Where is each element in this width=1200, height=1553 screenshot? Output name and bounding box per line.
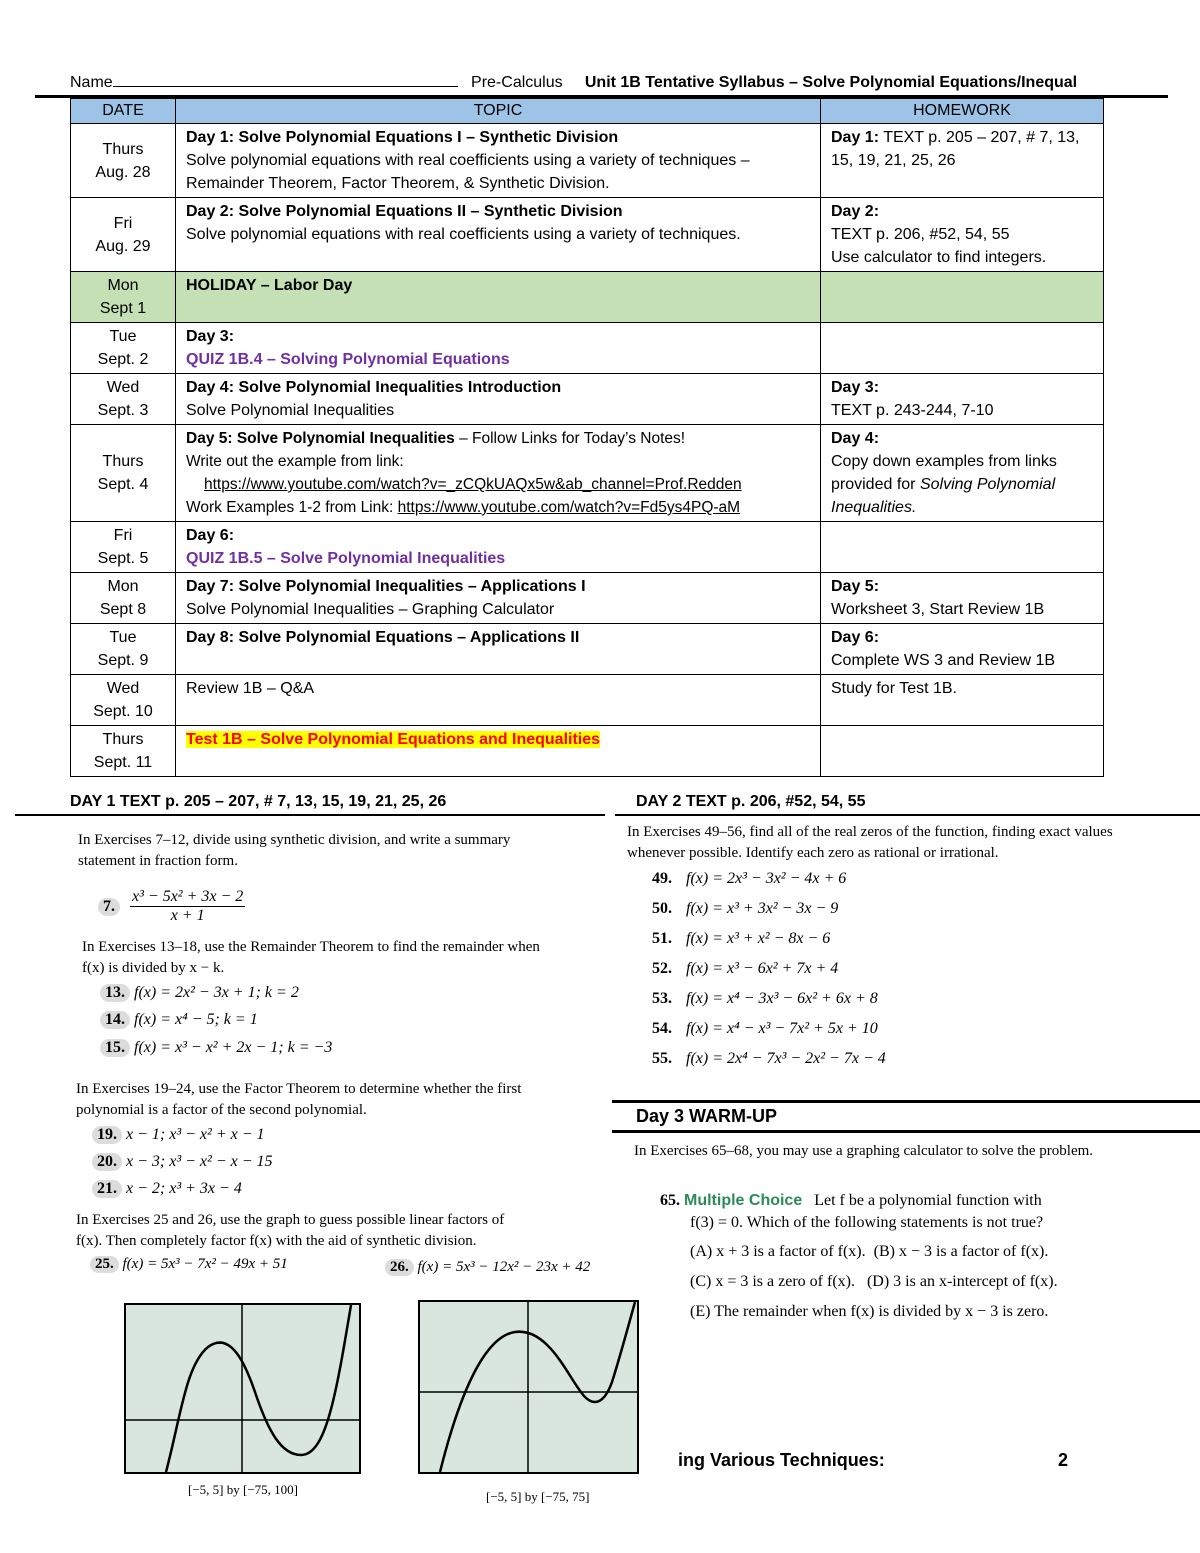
row-hw-emphasis: Solving Polynomial Inequalities.	[831, 476, 1056, 516]
exercise-number: 15.	[100, 1039, 130, 1057]
row-hw-line: TEXT p. 243-244, 7-10	[831, 402, 994, 419]
page-title: Unit 1B Tentative Syllabus – Solve Polynomial Equations/Inequal	[584, 74, 1078, 91]
row-date: Aug. 28	[95, 163, 151, 181]
row-topic-line: Write out the example from link:	[186, 453, 404, 470]
row-hw-label: Day 1:	[831, 129, 880, 146]
day1-intro-3: In Exercises 19–24, use the Factor Theorem to determine whether the first polynomial is a factor of the second polynomial.	[76, 1081, 522, 1118]
exercise-number: 21.	[92, 1180, 122, 1198]
row-hw-label: Day 5:	[831, 578, 880, 595]
day3-intro: In Exercises 65–68, you may use a graphing calculator to solve the problem.	[634, 1143, 1094, 1159]
row-date: Sept. 11	[93, 754, 153, 771]
row-topic-title-rest: – Follow Links for Today’s Notes!	[454, 430, 686, 447]
row-quiz: QUIZ 1B.4 – Solving Polynomial Equations	[186, 351, 510, 368]
exercise-text: f(x) = 2x² − 3x + 1; k = 2	[134, 984, 299, 1001]
table-row	[71, 323, 1104, 374]
row-day: Mon	[107, 277, 139, 294]
table-header-row	[71, 99, 1104, 124]
list-item	[652, 870, 886, 900]
exercise-text: f(x) = x³ + 3x² − 3x − 9	[686, 900, 839, 917]
row-hw-text: Copy down examples from links provided for	[831, 453, 1057, 493]
name-line	[113, 72, 458, 87]
day1-intro-4: In Exercises 25 and 26, use the graph to guess possible linear factors of f(x). Then completely factor f(x) with the aid of synthetic division.	[76, 1212, 505, 1249]
row-hw-label: Day 4:	[831, 430, 880, 447]
table-row	[71, 124, 1104, 198]
exercise-14	[100, 1011, 258, 1029]
row-date: Sept. 4	[97, 476, 149, 493]
table-row	[71, 726, 1104, 777]
row-day: Thurs	[102, 731, 144, 748]
exercise-text: f(x) = 2x⁴ − 7x³ − 2x² − 7x − 4	[686, 1050, 886, 1067]
graph-26-plot	[420, 1302, 637, 1472]
exercise-number: 20.	[92, 1153, 122, 1171]
row-day: Wed	[106, 379, 140, 396]
exercise-number: 19.	[92, 1126, 122, 1144]
exercise-25	[90, 1256, 288, 1273]
table-row	[71, 374, 1104, 425]
row-topic-text: Solve polynomial equations with real coefficients using a variety of techniques – Remainder Theorem, Factor Theorem, & Synthetic Division.	[186, 152, 750, 192]
youtube-link-2[interactable]: https://www.youtube.com/watch?v=Fd5ys4PQ-aM	[397, 499, 741, 516]
row-hw-label: Day 2:	[831, 203, 880, 220]
row-date: Sept. 9	[97, 652, 149, 669]
table-row	[71, 522, 1104, 573]
youtube-link-1[interactable]: https://www.youtube.com/watch?v=_zCQkUAQx5w&ab_channel=Prof.Redden	[204, 476, 742, 493]
row-hw-line: Study for Test 1B.	[831, 680, 957, 697]
exercise-19	[92, 1126, 265, 1144]
exercise-number: 53.	[652, 990, 672, 1007]
list-item	[652, 960, 886, 990]
row-topic-title: Day 3:	[186, 328, 235, 345]
row-topic-text: Review 1B – Q&A	[186, 680, 315, 697]
exercise-65-option-e: (E) The remainder when f(x) is divided by x − 3 is zero.	[690, 1303, 1049, 1320]
row-hw-label: Day 3:	[831, 379, 880, 396]
row-date: Aug. 29	[95, 237, 151, 255]
row-hw-line: Worksheet 3, Start Review 1B	[831, 601, 1045, 618]
row-hw-line: TEXT p. 206, #52, 54, 55	[831, 226, 1010, 243]
exercise-number: 7.	[98, 898, 120, 916]
row-date: Sept. 2	[97, 351, 149, 368]
row-date: Sept. 10	[93, 703, 153, 720]
exercise-65-line2: f(3) = 0. Which of the following statements is not true?	[690, 1214, 1044, 1231]
day3-heading: Day 3 WARM-UP	[636, 1106, 778, 1126]
row-day: Thurs	[102, 140, 144, 158]
exercise-text: f(x) = x³ − x² + 2x − 1; k = −3	[134, 1039, 333, 1056]
row-hw-line: Use calculator to find integers.	[831, 249, 1047, 266]
row-date: Sept. 5	[97, 550, 149, 567]
option-c: (C) x = 3 is a zero of f(x).	[690, 1273, 855, 1290]
col-header-homework: HOMEWORK	[821, 99, 1104, 124]
row-topic-title: Day 1: Solve Polynomial Equations I – Synthetic Division	[186, 129, 619, 146]
footer-text: ing Various Techniques:	[678, 1450, 885, 1470]
curve-26	[440, 1302, 635, 1472]
day1-intro-2: In Exercises 13–18, use the Remainder Theorem to find the remainder when f(x) is divided by x − k.	[82, 939, 540, 976]
exercise-20	[92, 1153, 273, 1171]
exercise-text: f(x) = 5x³ − 12x² − 23x + 42	[417, 1259, 591, 1275]
course-label: Pre-Calculus	[471, 74, 563, 91]
exercise-text: f(x) = x⁴ − 3x³ − 6x² + 6x + 8	[686, 990, 878, 1007]
exercise-number: 54.	[652, 1020, 672, 1037]
table-row	[71, 624, 1104, 675]
row-topic-title: Day 7: Solve Polynomial Inequalities – Applications I	[186, 578, 586, 595]
exercise-7	[98, 888, 245, 925]
graph-25-caption: [−5, 5] by [−75, 100]	[188, 1482, 298, 1497]
multiple-choice-label: Multiple Choice	[684, 1192, 803, 1209]
list-item	[652, 1050, 886, 1080]
row-day: Mon	[107, 578, 139, 595]
exercise-text: x − 2; x³ + 3x − 4	[126, 1180, 242, 1197]
table-row-holiday	[71, 272, 1104, 323]
row-date: Sept 8	[99, 601, 147, 618]
test-title: Test 1B – Solve Polynomial Equations and Inequalities	[186, 731, 601, 748]
exercise-number: 52.	[652, 960, 672, 977]
option-b: (B) x − 3 is a factor of f(x).	[873, 1243, 1049, 1260]
curve-25	[166, 1305, 351, 1472]
day3-rule-bottom	[612, 1130, 1200, 1133]
option-a: (A) x + 3 is a factor of f(x).	[690, 1243, 866, 1260]
day2-exercise-list	[652, 870, 886, 1080]
row-topic-text: Solve polynomial equations with real coefficients using a variety of techniques.	[186, 226, 741, 243]
row-date: Sept 1	[99, 300, 147, 317]
option-d: (D) 3 is an x-intercept of f(x).	[866, 1273, 1058, 1290]
row-topic-text: Solve Polynomial Inequalities – Graphing Calculator	[186, 601, 555, 618]
day2-intro: In Exercises 49–56, find all of the real zeros of the function, finding exact values whenever possible. Identify each zero as rational or irrational.	[627, 824, 1113, 861]
exercise-text: f(x) = x³ − 6x² + 7x + 4	[686, 960, 839, 977]
name-label: Name	[70, 74, 113, 91]
day2-heading: DAY 2 TEXT p. 206, #52, 54, 55	[636, 793, 866, 810]
exercise-65-line1	[660, 1192, 1042, 1210]
table-row	[71, 675, 1104, 726]
row-day: Fri	[113, 527, 133, 544]
fraction-numerator: x³ − 5x² + 3x − 2	[132, 888, 244, 905]
day1-intro-1: In Exercises 7–12, divide using synthetic division, and write a summary statement in fraction form.	[78, 832, 511, 869]
exercise-text: f(x) = 5x³ − 7x² − 49x + 51	[122, 1256, 288, 1272]
exercise-number: 50.	[652, 900, 672, 917]
row-topic-title: Day 5: Solve Polynomial Inequalities	[186, 430, 455, 447]
question-text: Let f be a polynomial function with	[814, 1192, 1042, 1209]
exercise-text: f(x) = x⁴ − 5; k = 1	[134, 1011, 258, 1028]
day1-heading: DAY 1 TEXT p. 205 – 207, # 7, 13, 15, 19, 21, 25, 26	[70, 793, 447, 810]
schedule-table	[70, 98, 1104, 777]
exercise-21	[92, 1180, 242, 1198]
exercise-number: 55.	[652, 1050, 672, 1067]
day1-rule	[15, 814, 605, 816]
row-date: Sept. 3	[97, 402, 149, 419]
graph-exercise-25	[124, 1303, 361, 1474]
fraction-denominator: x + 1	[170, 907, 205, 924]
table-row	[71, 198, 1104, 272]
row-topic-line: Work Examples 1-2 from Link:	[186, 499, 398, 516]
row-hw-text: TEXT p. 205 – 207, # 7, 13, 15, 19, 21, 25, 26	[831, 129, 1080, 169]
row-topic-title: Day 8: Solve Polynomial Equations – Applications II	[186, 629, 580, 646]
exercise-number: 14.	[100, 1011, 130, 1029]
exercise-text: x − 3; x³ − x² − x − 15	[126, 1153, 273, 1170]
exercise-15	[100, 1039, 332, 1057]
exercise-number: 13.	[100, 984, 130, 1002]
list-item	[652, 900, 886, 930]
row-topic-text: Solve Polynomial Inequalities	[186, 402, 395, 419]
graph-exercise-26	[418, 1300, 639, 1474]
exercise-number: 26.	[385, 1259, 414, 1276]
day2-rule	[615, 814, 1200, 816]
row-topic-title: HOLIDAY – Labor Day	[186, 277, 353, 294]
table-row	[71, 425, 1104, 522]
page-header	[70, 72, 1077, 92]
exercise-number: 49.	[652, 870, 672, 887]
list-item	[652, 1020, 886, 1050]
exercise-26	[385, 1259, 590, 1276]
graph-26-caption: [−5, 5] by [−75, 75]	[486, 1489, 590, 1504]
page-number: 2	[1058, 1450, 1069, 1470]
row-topic-title: Day 6:	[186, 527, 235, 544]
exercise-65-options-2	[690, 1273, 1058, 1291]
exercise-text: x − 1; x³ − x² + x − 1	[126, 1126, 265, 1143]
exercise-text: f(x) = x³ + x² − 8x − 6	[686, 930, 831, 947]
row-hw-line: Complete WS 3 and Review 1B	[831, 652, 1056, 669]
exercise-number: 51.	[652, 930, 672, 947]
row-day: Tue	[109, 629, 137, 646]
row-day: Thurs	[102, 453, 144, 470]
table-row	[71, 573, 1104, 624]
row-hw-label: Day 6:	[831, 629, 880, 646]
list-item	[652, 930, 886, 960]
row-day: Tue	[109, 328, 137, 345]
exercise-13	[100, 984, 299, 1002]
exercise-number: 65.	[660, 1192, 680, 1209]
graph-25-plot	[126, 1305, 359, 1472]
list-item	[652, 990, 886, 1020]
row-topic-title: Day 4: Solve Polynomial Inequalities Introduction	[186, 379, 562, 396]
exercise-text: f(x) = 2x³ − 3x² − 4x + 6	[686, 870, 847, 887]
row-topic-title: Day 2: Solve Polynomial Equations II – Synthetic Division	[186, 203, 623, 220]
col-header-date: DATE	[71, 99, 176, 124]
day3-rule-top	[612, 1100, 1200, 1103]
row-quiz: QUIZ 1B.5 – Solve Polynomial Inequalities	[186, 550, 506, 567]
row-day: Wed	[106, 680, 140, 697]
exercise-number: 25.	[90, 1256, 119, 1273]
exercise-text: f(x) = x⁴ − x³ − 7x² + 5x + 10	[686, 1020, 878, 1037]
col-header-topic: TOPIC	[176, 99, 821, 124]
row-day: Fri	[113, 214, 133, 232]
exercise-65-options-1	[690, 1243, 1048, 1261]
